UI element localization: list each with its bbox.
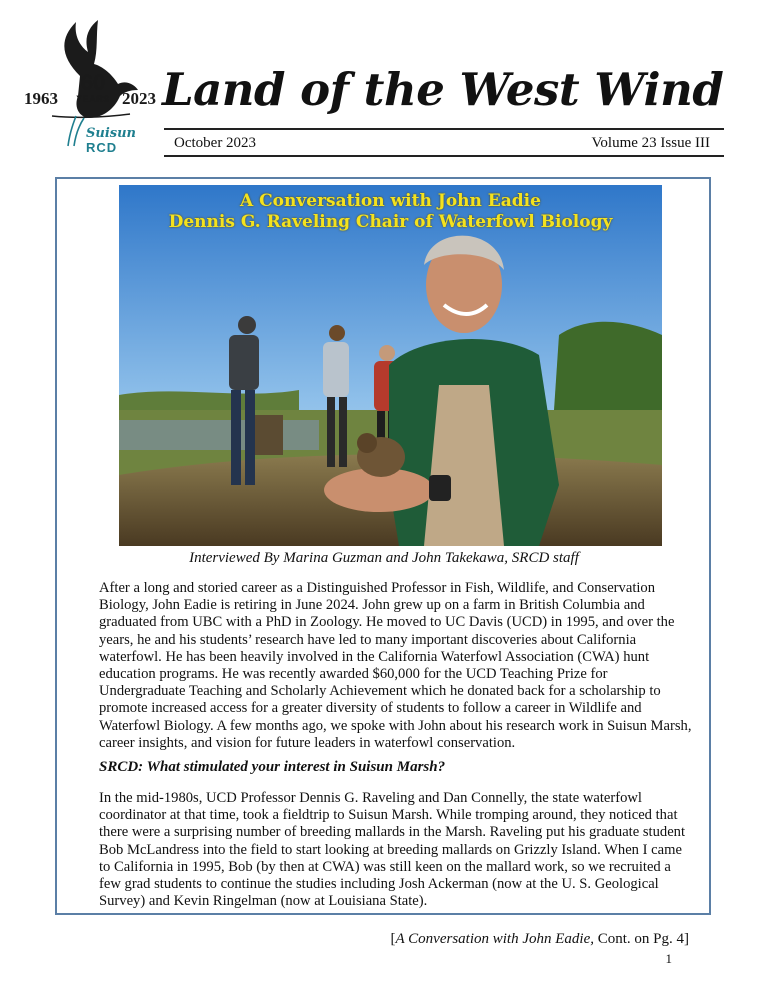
continued-page: Cont. on Pg. 4] — [593, 931, 689, 947]
logo-org-script: Suisun — [86, 126, 137, 141]
logo-year-start: 1963 — [24, 89, 58, 108]
continued-article-title: A Conversation with John Eadie, — [395, 931, 594, 947]
interview-answer: In the mid-1980s, UCD Professor Dennis G. Raveling and Dan Connelly, the state waterfowl coordinator at that time, took a fieldtrip to Suisun Marsh. While tromping around, they noticed that there were a surprising number of breeding mallards in the Marsh. Raveling put his graduate student Bob McLandress into the field to start looking at breeding mallards on Grizzly Island. When I came to California in 1995, Bob (by then at CWA) was still keen on the mallard work, so we recruited a few grad students to continue the studies including Josh Ackerman (now at the U. S. Geological Survey) and Kevin Ringelman (now at Louisiana State). — [99, 790, 686, 910]
interview-credit: Interviewed By Marina Guzman and John Takekawa, SRCD staff — [189, 550, 579, 566]
interview-question: SRCD: What stimulated your interest in Suisun Marsh? — [99, 759, 446, 775]
logo-anniversary-word: YEARS — [76, 94, 110, 104]
photo-title — [119, 191, 662, 233]
issue-volume: Volume 23 Issue III — [591, 135, 710, 151]
issue-date: October 2023 — [174, 135, 257, 151]
feature-photo-illustration — [119, 185, 662, 546]
logo-year-end: 2023 — [122, 89, 156, 108]
logo-anniversary-number: 60 — [80, 70, 106, 95]
feature-photo — [119, 185, 662, 546]
logo — [22, 18, 160, 158]
continued-note — [391, 931, 689, 948]
masthead-rule-top — [164, 128, 724, 130]
newsletter-title: Land of the West Wind — [162, 63, 724, 116]
photo-title-line-2: Dennis G. Raveling Chair of Waterfowl Biology — [168, 212, 613, 232]
logo-anniversary — [75, 72, 111, 104]
photo-title-line-1: A Conversation with John Eadie — [240, 191, 541, 211]
continued-open: [ — [390, 931, 396, 947]
logo-org-abbrev: RCD — [86, 140, 118, 155]
page-number: 1 — [665, 951, 672, 966]
masthead-rule-bottom — [164, 155, 724, 157]
article-intro: After a long and storied career as a Distinguished Professor in Fish, Wildlife, and Conservation Biology, John Eadie is retiring in June 2024. John grew up on a farm in British Columbia and graduated from UBC with a PhD in Zoology. He moved to UC Davis (UCD) in 1995, and over the years, he and his students’ research have led to many important discoveries about California waterfowl. He has been heavily involved in the California Waterfowl Association (CWA) hunt education programs. He was recently awarded $60,000 for the UCD Teaching Prize for Undergraduate Teaching and Scholarly Achievement which he donated back for a scholarship to promote increased access for a greater diversity of students to follow a career in Wildlife and Waterfowl Biology. A few months ago, we spoke with John about his research work in Suisun Marsh, career insights, and vision for future leaders in waterfowl conservation. — [99, 580, 692, 751]
